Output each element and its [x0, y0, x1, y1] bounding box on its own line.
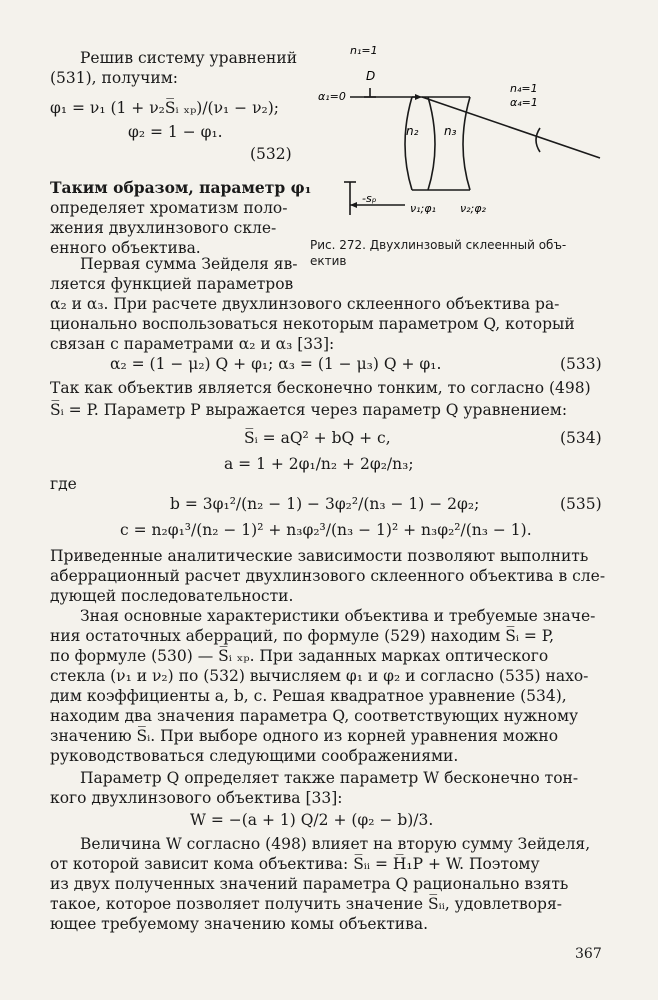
- lens-diagram: [310, 40, 610, 230]
- text-line: Приведенные аналитические зависимости позволяют выполнить: [50, 547, 589, 565]
- text-line: ционально воспользоваться некоторым параметром Q, который: [50, 315, 575, 333]
- text-line: Величина W согласно (498) влияет на вторую сумму Зейделя,: [80, 835, 591, 853]
- label-n4: n₄=1: [510, 82, 538, 95]
- equation-number-533: (533): [560, 355, 602, 373]
- equation-a: a = 1 + 2φ₁/n₂ + 2φ₂/n₃;: [224, 455, 414, 473]
- text-line: α₂ и α₃. При расчете двухлинзового склеенного объектива ра-: [50, 295, 560, 313]
- text-line: жения двухлинзового скле-: [50, 219, 277, 237]
- equation-532a: φ₁ = ν₁ (1 + ν₂S̅ᵢ ₓₚ)/(ν₁ − ν₂);: [50, 99, 279, 117]
- text-line: дующей последовательности.: [50, 587, 294, 605]
- text-line: из двух полученных значений параметра Q рационально взять: [50, 875, 569, 893]
- figure-caption: ектив: [310, 254, 347, 268]
- equation-b: b = 3φ₁²/(n₂ − 1) − 3φ₂²/(n₃ − 1) − 2φ₂;: [170, 495, 480, 513]
- label-n2: n₂: [406, 124, 419, 138]
- label-D: D: [366, 69, 376, 83]
- text-line: по формуле (530) — S̅ᵢ ₓₚ. При заданных марках оптического: [50, 647, 549, 665]
- text-line: от которой зависит кома объектива: S̅ᵢᵢ = H̅₁P + W. Поэтому: [50, 855, 540, 873]
- text-line: ляется функцией параметров: [50, 275, 294, 293]
- text-line: определяет хроматизм поло-: [50, 199, 288, 217]
- text-line: ния остаточных аберраций, по формуле (529) находим S̅ᵢ = P,: [50, 627, 554, 645]
- text-line: (531), получим:: [50, 69, 179, 87]
- text-line: Так как объектив является бесконечно тонким, то согласно (498): [50, 379, 591, 397]
- label-alpha1: α₁=0: [318, 90, 346, 103]
- equation-532b: φ₂ = 1 − φ₁.: [128, 123, 223, 141]
- text-line: Решив систему уравнений: [80, 49, 298, 67]
- text-line: связан с параметрами α₂ и α₃ [33]:: [50, 335, 335, 353]
- text-line: кого двухлинзового объектива [33]:: [50, 789, 343, 807]
- text-line: аберрационный расчет двухлинзового склеенного объектива в сле-: [50, 567, 606, 585]
- text-line: такое, которое позволяет получить значение S̅ᵢᵢ, удовлетворя-: [50, 895, 562, 913]
- label-alpha4: α₄=1: [510, 96, 538, 109]
- label-nu1: ν₁;φ₁: [410, 202, 436, 215]
- text-line: находим два значения параметра Q, соответствующих нужному: [50, 707, 579, 725]
- text-line: руководствоваться следующими соображениями.: [50, 747, 459, 765]
- equation-c: c = n₂φ₁³/(n₂ − 1)² + n₃φ₂³/(n₃ − 1)² + n₃φ₂²/(n₃ − 1).: [120, 521, 532, 539]
- equation-534: S̅ᵢ = aQ² + bQ + c,: [244, 429, 391, 447]
- figure-caption: Рис. 272. Двухлинзовый склеенный объ-: [310, 238, 567, 252]
- equation-number-534: (534): [560, 429, 602, 447]
- label-nu2: ν₂;φ₂: [460, 202, 486, 215]
- equation-number-535: (535): [560, 495, 602, 513]
- text-line: Параметр Q определяет также параметр W бесконечно тон-: [80, 769, 579, 787]
- text-where: где: [50, 475, 77, 493]
- text-line: Зная основные характеристики объектива и требуемые значе-: [80, 607, 596, 625]
- label-n1: n₁=1: [350, 44, 378, 57]
- text-line: S̅ᵢ = P. Параметр P выражается через параметр Q уравнением:: [50, 401, 568, 419]
- text-line: дим коэффициенты a, b, c. Решая квадратное уравнение (534),: [50, 687, 567, 705]
- page-number: 367: [575, 946, 602, 962]
- equation-number-532: (532): [250, 145, 292, 163]
- text-line: енного объектива.: [50, 239, 201, 257]
- text-line: ющее требуемому значению комы объектива.: [50, 915, 429, 933]
- label-sp: -sₚ: [362, 192, 377, 205]
- equation-533: α₂ = (1 − μ₂) Q + φ₁; α₃ = (1 − μ₃) Q + φ₁.: [110, 355, 442, 373]
- text-line: Таким образом, параметр φ₁: [50, 178, 312, 197]
- equation-W: W = −(a + 1) Q/2 + (φ₂ − b)/3.: [190, 811, 434, 829]
- label-n3: n₃: [444, 124, 457, 138]
- text-line: Первая сумма Зейделя яв-: [80, 255, 298, 273]
- text-line: стекла (ν₁ и ν₂) по (532) вычисляем φ₁ и φ₂ и согласно (535) нахо-: [50, 667, 589, 685]
- text-line: значению S̅ᵢ. При выборе одного из корней уравнения можно: [50, 727, 559, 745]
